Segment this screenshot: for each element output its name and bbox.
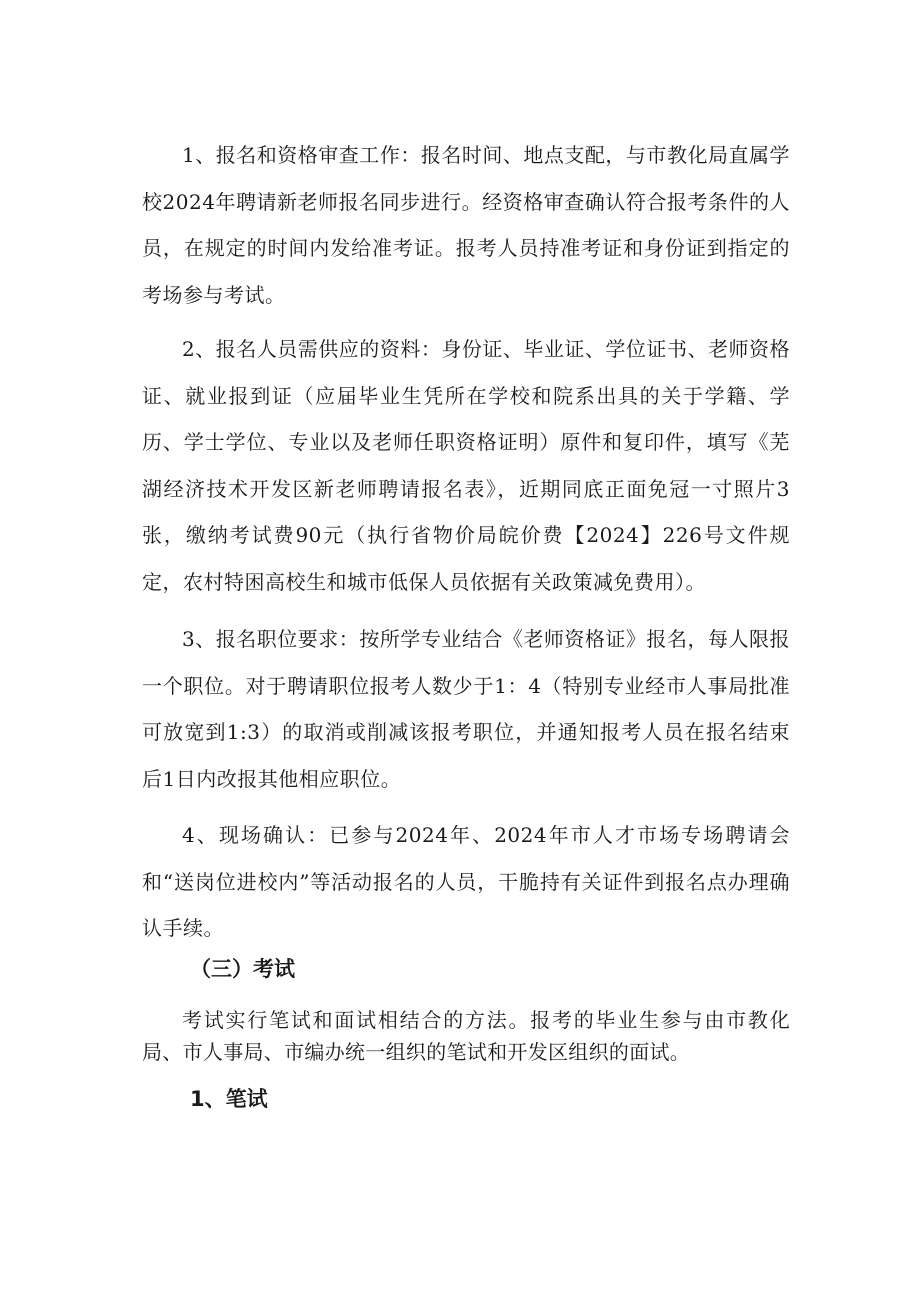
paragraph-onsite-confirmation: 4、现场确认：已参与2024年、2024年市人才市场专场聘请会和“送岗位进校内”等活动报名的人员，干脆持有关证件到报名点办理确认手续。 (142, 823, 790, 940)
section-heading-exam: （三）考试 (190, 957, 295, 981)
subheading-written-exam: 1、笔试 (190, 1087, 268, 1111)
paragraph-registration-review: 1、报名和资格审查工作：报名时间、地点支配，与市教化局直属学校2024年聘请新老师报名同步进行。经资格审查确认符合报考条件的人员，在规定的时间内发给准考证。报考人员持准考证和身份证到指定的考场参与考试。 (142, 143, 790, 307)
paragraph-exam-method: 考试实行笔试和面试相结合的方法。报考的毕业生参与由市教化局、市人事局、市编办统一组织的笔试和开发区组织的面试。 (142, 1008, 790, 1064)
paragraph-position-requirements: 3、报名职位要求：按所学专业结合《老师资格证》报名，每人限报一个职位。对于聘请职位报考人数少于1：4（特别专业经市人事局批准可放宽到1:3）的取消或削减该报考职位，并通知报考人员在报名结束后1日内改报其他相应职位。 (142, 627, 790, 791)
paragraph-required-materials: 2、报名人员需供应的资料：身份证、毕业证、学位证书、老师资格证、就业报到证（应届毕业生凭所在学校和院系出具的关于学籍、学历、学士学位、专业以及老师任职资格证明）原件和复印件，填写《芜湖经济技术开发区新老师聘请报名表》，近期同底正面免冠一寸照片3张，缴纳考试费90元（执行省物价局皖价费【2024】226号文件规定，农村特困高校生和城市低保人员依据有关政策减免费用）。 (142, 337, 790, 594)
